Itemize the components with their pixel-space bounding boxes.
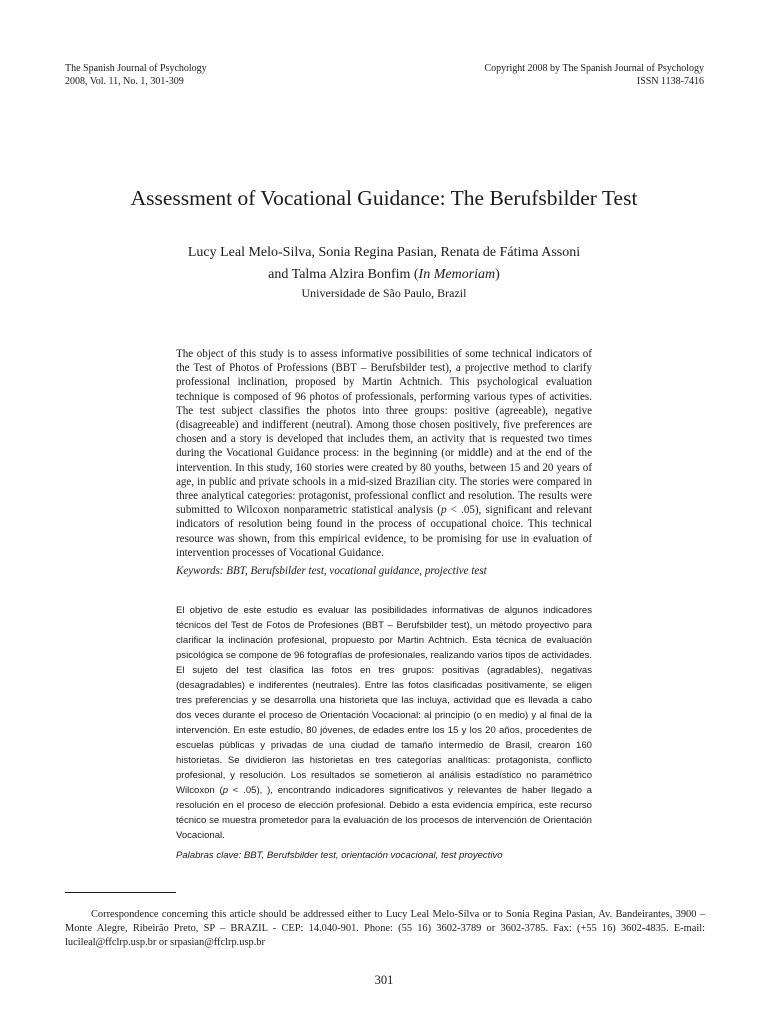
correspondence-footnote: Correspondence concerning this article should be addressed either to Lucy Leal Melo-Silva or to Sonia Regina Pasian, Av. Bandeirantes, 3900 – Monte Alegre, Ribeirão Preto, SP – BRAZIL - CEP: 14.040-901. Phone: (55 16) 3602-3789 or 3602-3785. Fax: (+55 16) 3602-4835. E-mail: lucileal@ffclrp.usp.br or srpasian@ffclrp.usp.br (65, 909, 705, 948)
abstract-spanish (176, 603, 592, 843)
author-line-1: Lucy Leal Melo-Silva, Sonia Regina Pasian, Renata de Fátima Assoni (187, 245, 581, 260)
affiliation: Universidade de São Paulo, Brazil (301, 286, 467, 300)
abstract-english-part1: The object of this study is to assess informative possibilities of some technical indicators of the Test of Photos of Professions (BBT – Berufsbilder test), a projective method to clarify professional inclination, proposed by Martin Achtnich. This psychological evaluation technique is composed of 96 photos of professionals, performing various types of activities. The test subject classifies the photos into three groups: positive (agreeable), negative (disagreeable) and indifferent (neutral). Among those chosen positively, five preferences are chosen and a story is developed that includes them, an activity that is requested two times during the Vocational Guidance process: in the beginning (or middle) and at the end of the intervention. In this study, 160 stories were created by 80 youths, between 15 and 20 years of age, in public and private schools in a mid-sized Brazilian city. The stories were compared in three analytical categories: protagonist, professional conflict and resolution. The results were submitted to Wilcoxon nonparametric statistical analysis ( (176, 348, 592, 517)
abstract-spanish-part2: < .05), ), encontrando indicadores significativos y relevantes de haber llegado a resolución en el proceso de elección profesional. Debido a esta evidencia empírica, este recurso técnico se muestra prometedor para la evaluación de los procesos de intervención de Orientación Vocacional. (176, 785, 592, 841)
keywords-spanish: Palabras clave: BBT, Berufsbilder test, orientación vocacional, test proyectivo (176, 850, 503, 861)
running-header-right (484, 62, 704, 88)
author-line-2 (0, 264, 768, 286)
page-number: 301 (374, 973, 394, 987)
article-title: Assessment of Vocational Guidance: The Berufsbilder Test (130, 186, 638, 210)
author-line-2-suffix: ) (495, 267, 500, 282)
keywords-english: Keywords: BBT, Berufsbilder test, vocational guidance, projective test (176, 565, 487, 577)
p-value-symbol-es: p (222, 785, 229, 796)
abstract-english-part2: < .05), significant and relevant indicators of resolution being found in the process of occupational choice. This technical resource was shown, from this empirical evidence, to be promising for use in evaluation of intervention processes of Vocational Guidance. (176, 504, 592, 559)
running-header-left (65, 62, 207, 88)
abstract-spanish-part1: El objetivo de este estudio es evaluar las posibilidades informativas de algunos indicadores técnicos del Test de Fotos de Profesiones (BBT – Berufsbilder test), un método proyectivo para clarificar la inclinación profesional, propuesto por Martin Achtnich. Esta técnica de evaluación psicológica se compone de 96 fotografías de profesionales, realizando varios tipos de actividades. El sujeto del test clasifica las fotos en tres grupos: positivas (agradables), negativas (desagradables) e indiferentes (neutrales). Entre las fotos clasificadas positivamente, se eligen tres preferencias y se desarrolla una historieta que las incluya, actividad que es llevada a cabo dos veces durante el proceso de Orientación Vocacional: al principio (o en medio) y al final de la intervención. En este estudio, 80 jóvenes, de edades entre los 15 y los 20 años, procedentes de escuelas públicas y privadas de una ciudad de tamaño intermedio de Brasil, crearon 160 historietas. Se dividieron las historietas en tres categorías analíticas: protagonista, conflicto profesional, y resolución. Los resultados se sometieron al análisis estadístico no paramétrico Wilcoxon ( (176, 605, 592, 796)
author-list (0, 242, 768, 286)
copyright-line: Copyright 2008 by The Spanish Journal of Psychology (484, 63, 704, 74)
in-memoriam-note: In Memoriam (418, 267, 496, 282)
journal-volume: 2008, Vol. 11, No. 1, 301-309 (65, 76, 184, 87)
abstract-english (176, 347, 592, 560)
journal-name: The Spanish Journal of Psychology (65, 63, 207, 74)
p-value-symbol: p (440, 504, 447, 517)
issn-line: ISSN 1138-7416 (636, 76, 704, 87)
author-line-2-prefix: and Talma Alzira Bonfim ( (268, 267, 419, 282)
footnote-divider (65, 892, 176, 893)
